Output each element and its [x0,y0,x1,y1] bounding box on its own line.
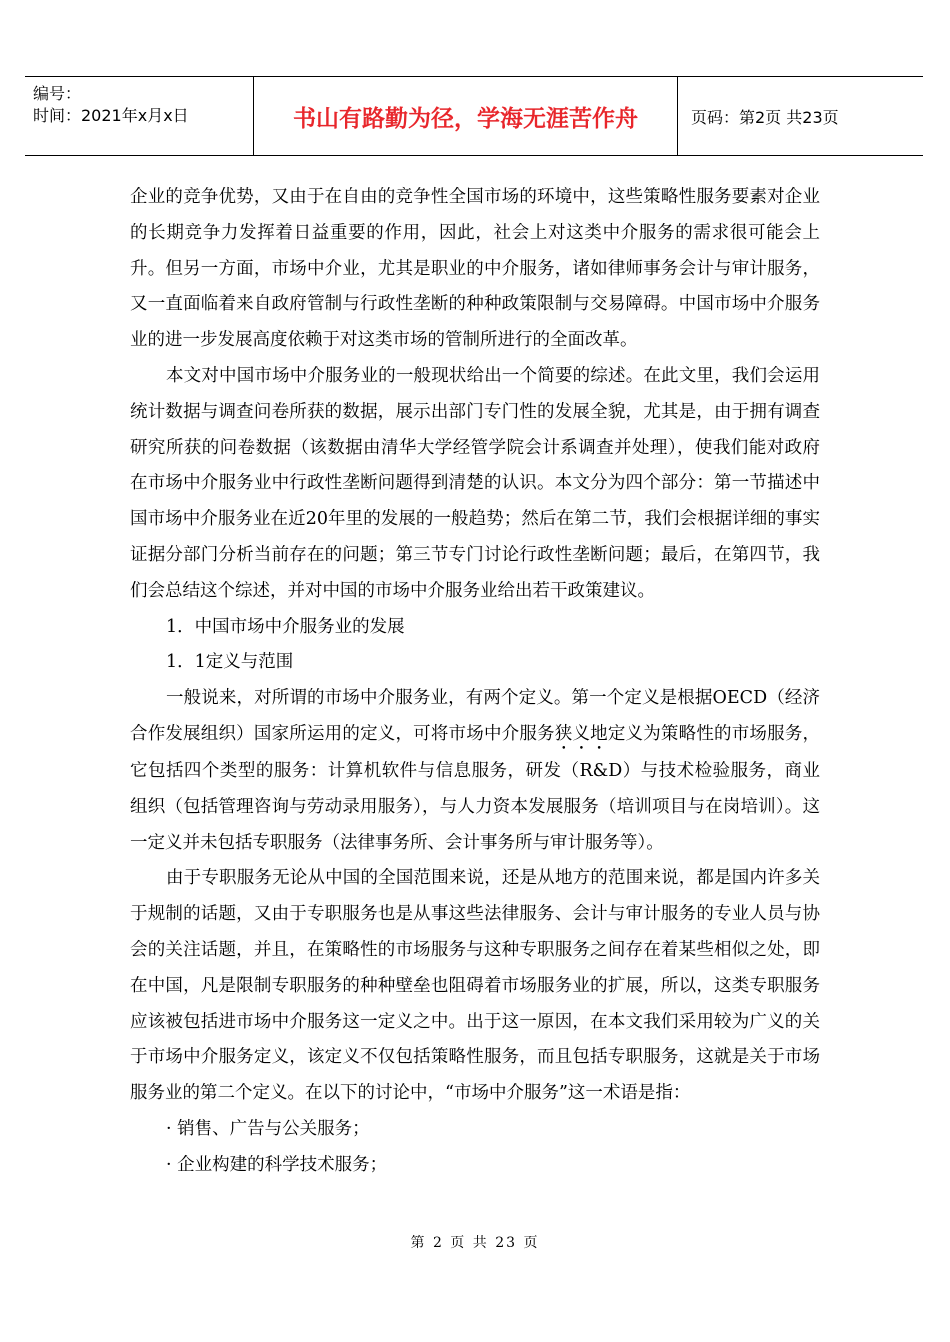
list-item: · 销售、广告与公关服务； [166,1118,370,1139]
paragraph-1: 企业的竞争优势，又由于在自由的竞争性全国市场的环境中，这些策略性服务要素对企业的长期竞争力发挥着日益重要的作用，因此，社会上对这类中介服务的需求很可能会上升。但另一方面，市场中介业，尤其是职业的中介服务，诸如律师事务会计与审计服务，又一直面临着来自政府管制与行政性垄断的种种政策限制与交易障碍。中国市场中介服务业的进一步发展高度依赖于对这类市场的管制所进行的全面改革。 [130,187,820,351]
paragraph-3-part-b: 定义为策略性的市场服务，它包括四个类型的服务：计算机软件与信息服务，研发（R&D）与技术检验服务，商业组织（包括管理咨询与劳动录用服务），与人力资本发展服务（培训项目与在岗培训）。这一定义并未包括专职服务（法律事务所、会计事务所与审计服务等）。 [130,723,821,853]
header-motto: 书山有路勤为径，学海无涯苦作舟 [254,77,678,155]
section-heading-1-1: 1．1定义与范围 [166,652,294,673]
paragraph-4: 由于专职服务无论从中国的全国范围来说，还是从地方的范围来说，都是国内许多关于规制的话题，又由于专职服务也是从事这些法律服务、会计与审计服务的专业人员与协会的关注话题，并且，在策略性的市场服务与这种专职服务之间存在着某些相似之处，即在中国，凡是限制专职服务的种种壁垒也阻碍着市场服务业的扩展，所以，这类专职服务应该被包括进市场中介服务这一定义之中。出于这一原因，在本文我们采用较为广义的关于市场中介服务定义，该定义不仅包括策略性服务，而且包括专职服务，这就是关于市场服务业的第二个定义。在以下的讨论中，“市场中介服务”这一术语是指： [130,868,820,1104]
paragraph-3-part-a: 一般说来，对所谓的市场中介服务业，有两个定义。第一个定义是根据OECD（经济合作发展组织）国家所运用的定义，可将市场中介服务 [130,688,820,744]
document-number-label: 编号： [33,84,82,103]
document-body [130,180,820,1184]
document-time-label: 时间：2021年x月x日 [33,106,189,125]
paragraph-3-emphasis: 狭义地 [554,723,608,744]
paragraph-2: 本文对中国市场中介服务业的一般现状给出一个简要的综述。在此文里，我们会运用统计数据与调查问卷所获的数据，展示出部门专门性的发展全貌，尤其是，由于拥有调查研究所获的问卷数据（该数据由清华大学经管学院会计系调查并处理），使我们能对政府在市场中介服务业中行政性垄断问题得到清楚的认识。本文分为四个部分：第一节描述中国市场中介服务业在近20年里的发展的一般趋势；然后在第二节，我们会根据详细的事实证据分部门分析当前存在的问题；第三节专门讨论行政性垄断问题；最后，在第四节，我们会总结这个综述，并对中国的市场中介服务业给出若干政策建议。 [130,365,820,601]
section-heading-1: 1．中国市场中介服务业的发展 [166,616,405,637]
page-header [25,76,923,156]
page-footer: 第 2 页 共 23 页 [410,1235,540,1251]
list-item: · 企业构建的科学技术服务； [166,1154,388,1175]
header-meta [25,77,254,155]
paragraph-3 [130,681,820,861]
header-page-label: 页码：第2页 共23页 [691,107,839,127]
